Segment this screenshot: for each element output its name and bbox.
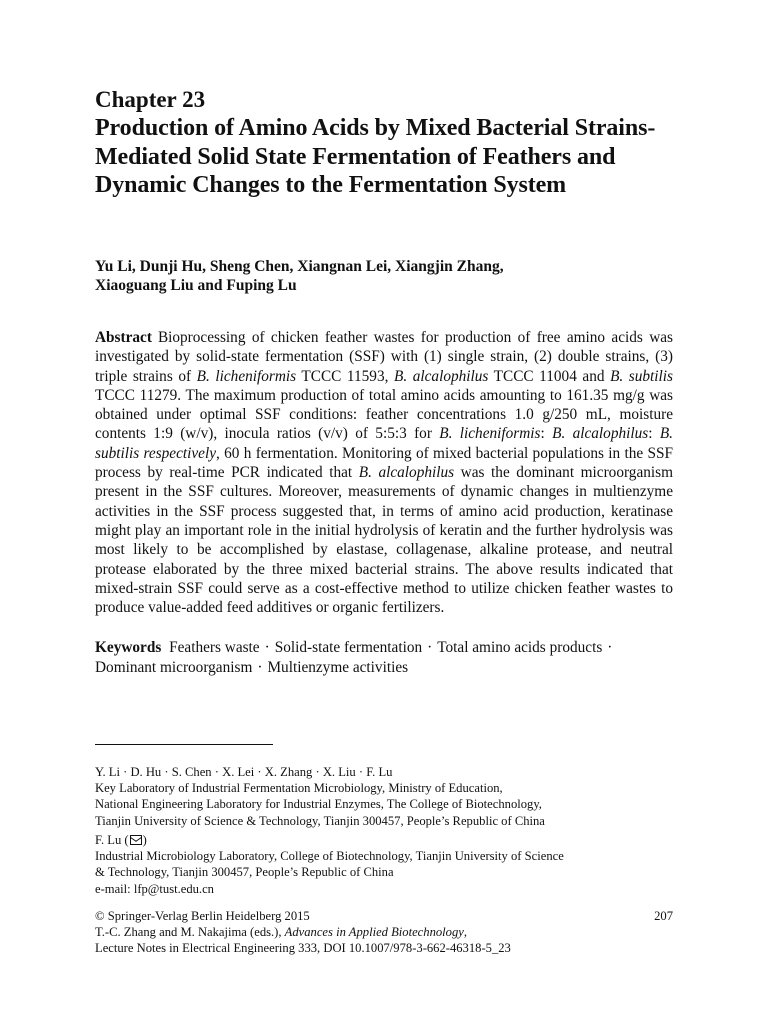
species-name: B. alcalophilus	[552, 425, 649, 443]
authors-line-2: Xiaoguang Liu and Fuping Lu	[95, 276, 297, 294]
abstract-text: , 60 h fermentation. Monitoring of mixed bacterial populations in the SSF process by real-time PCR indicated that	[95, 444, 673, 482]
abstract-text: :	[648, 425, 660, 443]
species-name: B. licheniformis	[196, 367, 297, 385]
envelope-icon	[130, 835, 142, 845]
affiliation-block	[95, 764, 673, 829]
keywords	[95, 638, 673, 678]
keyword: Total amino acids products	[437, 639, 603, 656]
species-name: B. alcalophilus	[394, 367, 489, 385]
editors-text: T.-C. Zhang and M. Nakajima (eds.),	[95, 925, 285, 940]
keyword-separator: ·	[427, 639, 433, 656]
abstract	[95, 328, 673, 617]
keyword: Multienzyme activities	[267, 659, 409, 676]
abstract-text: was the dominant microorganism present in the SSF cultures. Moreover, measurements of dynamic changes in multienzyme activities in the SSF process suggested that, in terms of amino acid production, keratinase might play an important role in the initial hydrolysis of keratin and the further hydrolysis was most likely to be accomplished by elastase, collagenase, alkaline protease, and neutral protease elaborated by the three mixed bacterial strains. The above results indicated that mixed-strain SSF could serve as a cost-effective method to utilize chicken feather wastes to produce value-added feed additives or organic fertilizers.	[95, 464, 673, 617]
abstract-text: :	[540, 425, 553, 443]
abstract-label: Abstract	[95, 329, 152, 346]
paper-title: Production of Amino Acids by Mixed Bacterial Strains-Mediated Solid State Fermentation of Feathers and Dynamic Changes to the Fermentation System	[95, 115, 656, 198]
keyword-separator: ·	[264, 639, 270, 656]
page-footer	[95, 908, 673, 957]
species-name: B. subtilis respectively	[95, 425, 673, 462]
affiliation-line: Industrial Microbiology Laboratory, College of Biotechnology, Tianjin University of Science	[95, 849, 564, 864]
copyright: © Springer-Verlag Berlin Heidelberg 2015	[95, 909, 310, 923]
page-number: 207	[654, 909, 673, 923]
affiliation-line: National Engineering Laboratory for Industrial Enzymes, The College of Biotechnology,	[95, 797, 542, 812]
corresponding-author-name: F. Lu (	[95, 833, 129, 847]
book-title: Advances in Applied Biotechnology	[284, 925, 464, 940]
abstract-text: TCCC 11593,	[296, 367, 394, 385]
keyword-separator: ·	[257, 659, 263, 676]
keyword: Solid-state fermentation	[274, 639, 423, 656]
abstract-text: Bioprocessing of chicken feather wastes for production of free amino acids was investigated by solid-state fermentation (SSF) with (1) single strain, (2) double strains, (3) triple strains of	[95, 329, 673, 385]
editors-suffix: ,	[463, 925, 468, 940]
email-line: e-mail: lfp@tust.edu.cn	[95, 881, 214, 896]
affiliation-line: Tianjin University of Science & Technology, Tianjin 300457, People’s Republic of China	[95, 813, 545, 828]
chapter-label: Chapter 23	[95, 87, 206, 112]
species-name: B. subtilis	[610, 367, 673, 385]
corresponding-author	[95, 832, 673, 848]
corresponding-author-paren: )	[142, 833, 147, 847]
affiliation-names: Y. Li · D. Hu · S. Chen · X. Lei · X. Zhang · X. Liu · F. Lu	[95, 765, 393, 779]
keyword: Feathers waste	[169, 639, 260, 656]
keyword-separator: ·	[607, 639, 613, 656]
abstract-text: TCCC 11279. The maximum production of total amino acids amounting to 161.35 mg/g was obtained under optimal SSF conditions: feather concentrations 1.0 g/250 mL, moisture contents 1:9 (w/v), inocula ratios (v/v) of 5:5:3 for	[95, 386, 673, 443]
authors-line-1: Yu Li, Dunji Hu, Sheng Chen, Xiangnan Lei, Xiangjin Zhang,	[95, 258, 504, 275]
abstract-text: TCCC 11004 and	[488, 367, 611, 385]
affiliation-line: & Technology, Tianjin 300457, People’s Republic of China	[95, 865, 394, 880]
footnote-divider	[95, 744, 273, 745]
series-doi: Lecture Notes in Electrical Engineering 333, DOI 10.1007/978-3-662-46318-5_23	[95, 941, 511, 956]
species-name: B. alcalophilus	[358, 464, 455, 482]
corresponding-author-block	[95, 832, 673, 897]
species-name: B. licheniformis	[439, 425, 541, 443]
book-editors	[95, 924, 673, 940]
keyword: Dominant microorganism	[95, 659, 253, 676]
keywords-label: Keywords	[95, 639, 162, 656]
author-list	[95, 258, 673, 295]
affiliation-line: Key Laboratory of Industrial Fermentation Microbiology, Ministry of Education,	[95, 781, 503, 796]
